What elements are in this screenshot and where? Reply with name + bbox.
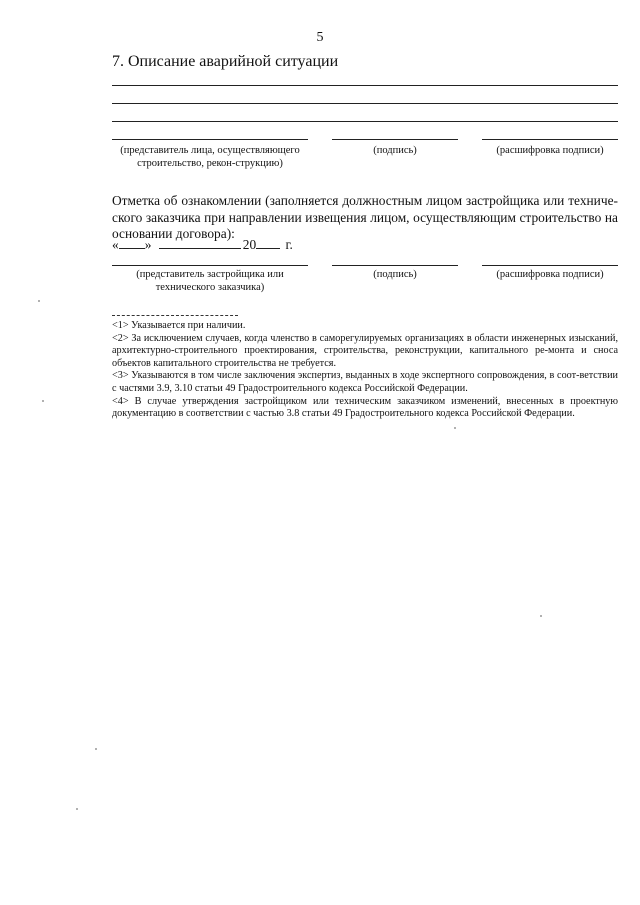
footnote-1: <1> Указывается при наличии. [112, 320, 246, 331]
date-open-quote: « [112, 237, 119, 252]
representative-line [112, 139, 308, 140]
signature-line [332, 139, 458, 140]
signature-label-2: (подпись) [373, 269, 417, 280]
scan-speck [76, 808, 78, 810]
description-line-1 [112, 85, 618, 86]
footnote-2: <2> За исключением случаев, когда членство в саморегулируемых организациях в области инженерных изысканий, архитектурно-строительного проектирования, строительства, реконструкции, капитального ре-монта и сноса объектов капитального строительства не требуется. [112, 332, 618, 369]
scan-speck [42, 400, 44, 402]
year-suffix: г. [285, 237, 293, 252]
description-line-3 [112, 121, 618, 122]
decoding-label-2: (расшифровка подписи) [496, 269, 604, 280]
date-line [112, 236, 293, 253]
representative-label: (представитель лица, осуществляющего строительство, рекон-струкцию) [120, 145, 300, 169]
footnote-3: <3> Указываются в том числе заключения экспертиз, выданных в ходе экспертного сопровождения, в соот-ветствии с частями 3.9, 3.10 статьи 49 Градостроительного кодекса Российской Федерации. [112, 370, 618, 394]
footnote-separator [112, 315, 238, 316]
footnote-4: <4> В случае утверждения застройщиком или техническим заказчиком изменений, внесенных в проектную документацию в соответствии с частью 3.8 статьи 49 Градостроительного кодекса Российской Федерации. [112, 395, 618, 420]
representative-label-2: (представитель застройщика или технического заказчика) [136, 269, 284, 293]
section-title: 7. Описание аварийной ситуации [112, 53, 339, 70]
representative-line-2 [112, 265, 308, 266]
date-close-quote: » [144, 237, 152, 252]
signature-label: (подпись) [373, 145, 417, 156]
year-prefix: 20 [242, 237, 257, 252]
description-line-2 [112, 103, 618, 104]
footnotes [112, 320, 618, 421]
decoding-label: (расшифровка подписи) [496, 145, 604, 156]
scan-speck [454, 427, 456, 429]
acknowledgement-text: Отметка об ознакомлении (заполняется должностным лицом застройщика или техниче-ского заказчика при направлении извещения лицом, осуществляющим строительство на основании договора): [112, 193, 618, 241]
month-blank [159, 236, 241, 249]
day-blank [119, 236, 145, 249]
scan-speck [540, 615, 542, 617]
page-number: 5 [316, 30, 324, 45]
decoding-line [482, 139, 618, 140]
signature-line-2 [332, 265, 458, 266]
scan-speck [38, 300, 40, 302]
year-blank [256, 236, 280, 249]
decoding-line-2 [482, 265, 618, 266]
scan-speck [95, 748, 97, 750]
